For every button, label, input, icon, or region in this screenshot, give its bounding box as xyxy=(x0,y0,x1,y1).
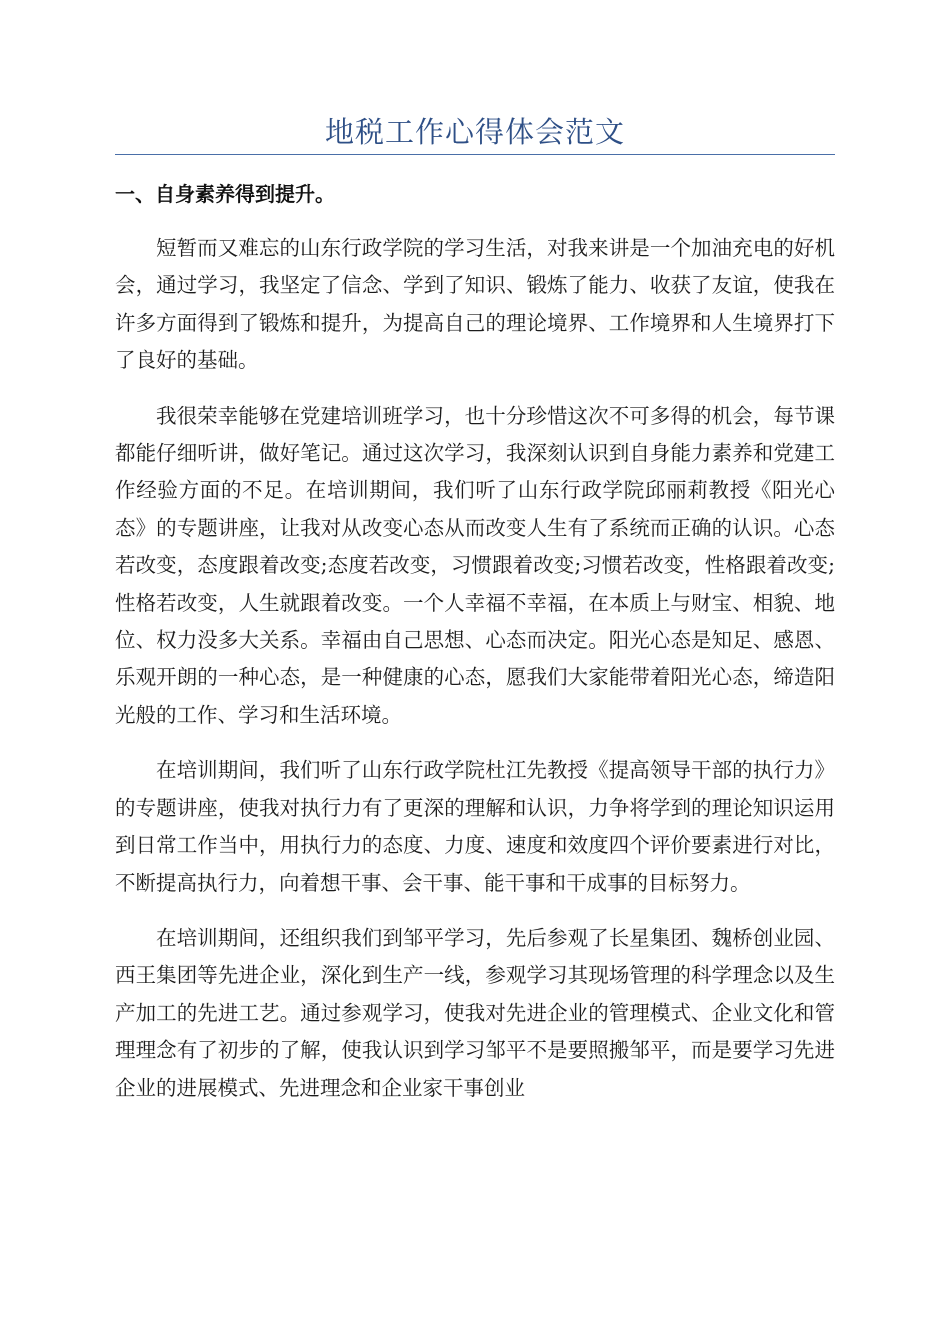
document-title: 地税工作心得体会范文 xyxy=(324,115,625,149)
paragraph-1: 短暂而又难忘的山东行政学院的学习生活，对我来讲是一个加油充电的好机会，通过学习，我坚定了信念、学到了知识、锻炼了能力、收获了友谊，使我在许多方面得到了锻炼和提升，为提高自己的理论境界、工作境界和人生境界打下了良好的基础。 xyxy=(115,236,835,373)
document-body xyxy=(115,230,835,1125)
paragraph-3: 在培训期间，我们听了山东行政学院杜江先教授《提高领导干部的执行力》的专题讲座，使我对执行力有了更深的理解和认识，力争将学到的理论知识运用到日常工作当中，用执行力的态度、力度、速度和效度四个评价要素进行对比，不断提高执行力，向着想干事、会干事、能干事和干成事的目标努力。 xyxy=(115,758,835,895)
title-underline xyxy=(115,154,835,155)
section-heading: 一、自身素养得到提升。 xyxy=(115,182,335,206)
paragraph-2: 我很荣幸能够在党建培训班学习，也十分珍惜这次不可多得的机会，每节课都能仔细听讲，做好笔记。通过这次学习，我深刻认识到自身能力素养和党建工作经验方面的不足。在培训期间，我们听了山东行政学院邱丽莉教授《阳光心态》的专题讲座，让我对从改变心态从而改变人生有了系统而正确的认识。心态若改变，态度跟着改变;态度若改变，习惯跟着改变;习惯若改变，性格跟着改变;性格若改变，人生就跟着改变。一个人幸福不幸福，在本质上与财宝、相貌、地位、权力没多大关系。幸福由自己思想、心态而决定。阳光心态是知足、感恩、乐观开朗的一种心态，是一种健康的心态，愿我们大家能带着阳光心态，缔造阳光般的工作、学习和生活环境。 xyxy=(115,403,835,727)
paragraph-4: 在培训期间，还组织我们到邹平学习，先后参观了长星集团、魏桥创业园、西王集团等先进企业，深化到生产一线，参观学习其现场管理的科学理念以及生产加工的先进工艺。通过参观学习，使我对先进企业的管理模式、企业文化和管理理念有了初步的了解，使我认识到学习邹平不是要照搬邹平，而是要学习先进企业的进展模式、先进理念和企业家干事创业 xyxy=(115,925,835,1100)
